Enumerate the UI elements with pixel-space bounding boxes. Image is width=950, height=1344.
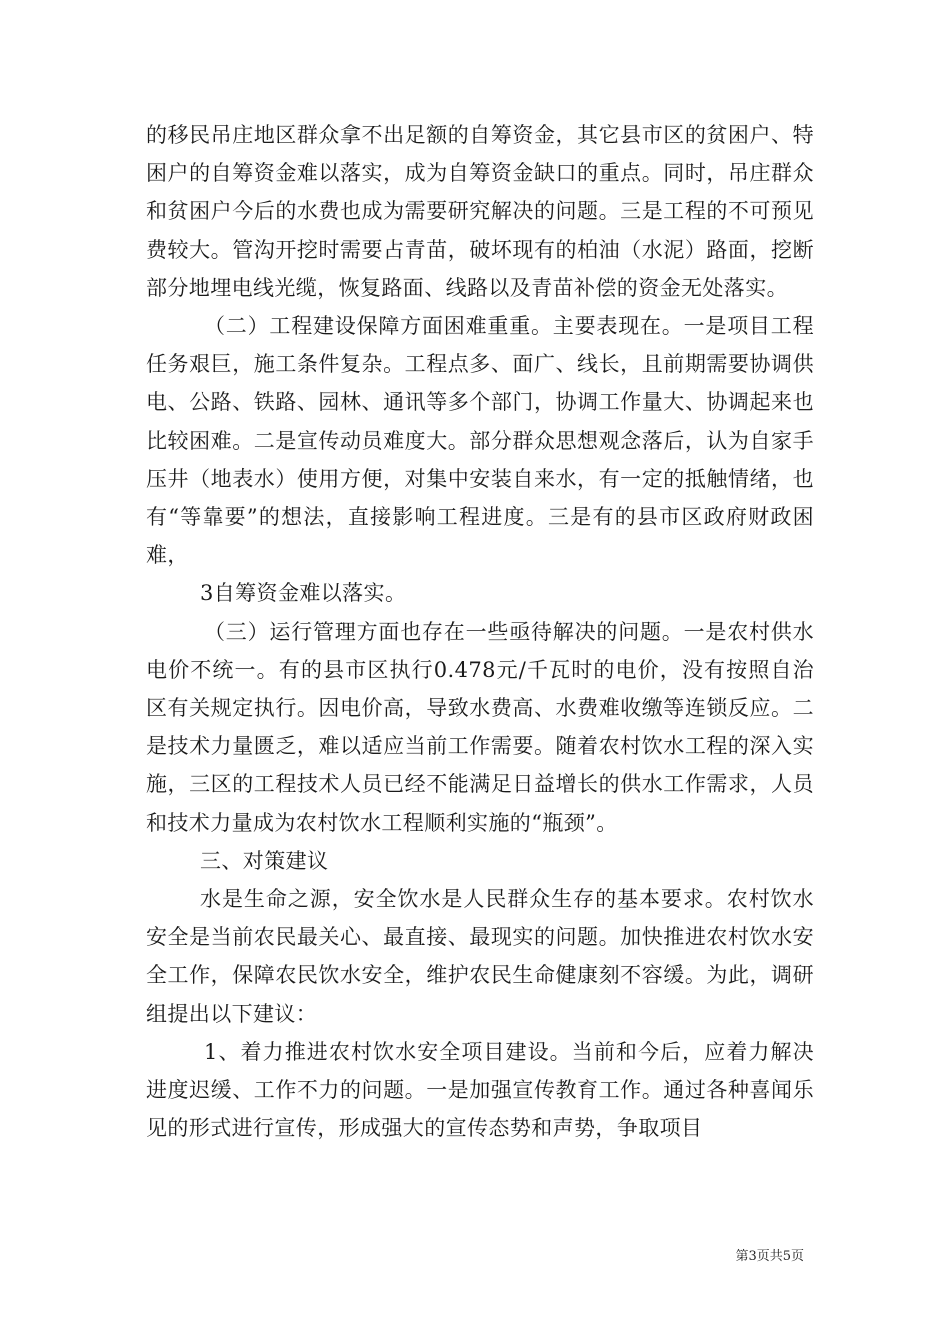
paragraph-4: （三）运行管理方面也存在一些亟待解决的问题。一是农村供水电价不统一。有的县市区执行0.478元/千瓦时的电价，没有按照自治区有关规定执行。因电价高，导致水费高、水费难收缴等连锁反应。二是技术力量匮乏，难以适应当前工作需要。随着农村饮水工程的深入实施，三区的工程技术人员已经不能满足日益增长的供水工作需求，人员和技术力量成为农村饮水工程顺利实施的“瓶颈”。	[146, 619, 814, 835]
section-heading: 三、对策建议	[200, 848, 329, 873]
paragraph-1: 的移民吊庄地区群众拿不出足额的自筹资金，其它县市区的贫困户、特困户的自筹资金难以落实，成为自筹资金缺口的重点。同时，吊庄群众和贫困户今后的水费也成为需要研究解决的问题。三是工程的不可预见费较大。管沟开挖时需要占青苗，破坏现有的柏油（水泥）路面，挖断部分地埋电线光缆，恢复路面、线路以及青苗补偿的资金无处落实。	[146, 123, 814, 300]
paragraph-6: 1、着力推进农村饮水安全项目建设。当前和今后，应着力解决进度迟缓、工作不力的问题。一是加强宣传教育工作。通过各种喜闻乐见的形式进行宣传，形成强大的宣传态势和声势，争取项目	[146, 1039, 814, 1141]
paragraph-2: （二）工程建设保障方面困难重重。主要表现在。一是项目工程任务艰巨，施工条件复杂。工程点多、面广、线长，且前期需要协调供电、公路、铁路、园林、通讯等多个部门，协调工作量大、协调起来也比较困难。二是宣传动员难度大。部分群众思想观念落后，认为自家手压井（地表水）使用方便，对集中安装自来水，有一定的抵触情绪，也有“等靠要”的想法，直接影响工程进度。三是有的县市区政府财政困难，	[146, 314, 814, 568]
paragraph-5: 水是生命之源，安全饮水是人民群众生存的基本要求。农村饮水安全是当前农民最关心、最直接、最现实的问题。加快推进农村饮水安全工作，保障农民饮水安全，维护农民生命健康刻不容缓。为此，调研组提出以下建议：	[146, 887, 814, 1026]
paragraph-3: 3自筹资金难以落实。	[200, 581, 407, 606]
page-number: 第3页共5页	[735, 1249, 804, 1264]
document-body	[146, 116, 814, 1147]
